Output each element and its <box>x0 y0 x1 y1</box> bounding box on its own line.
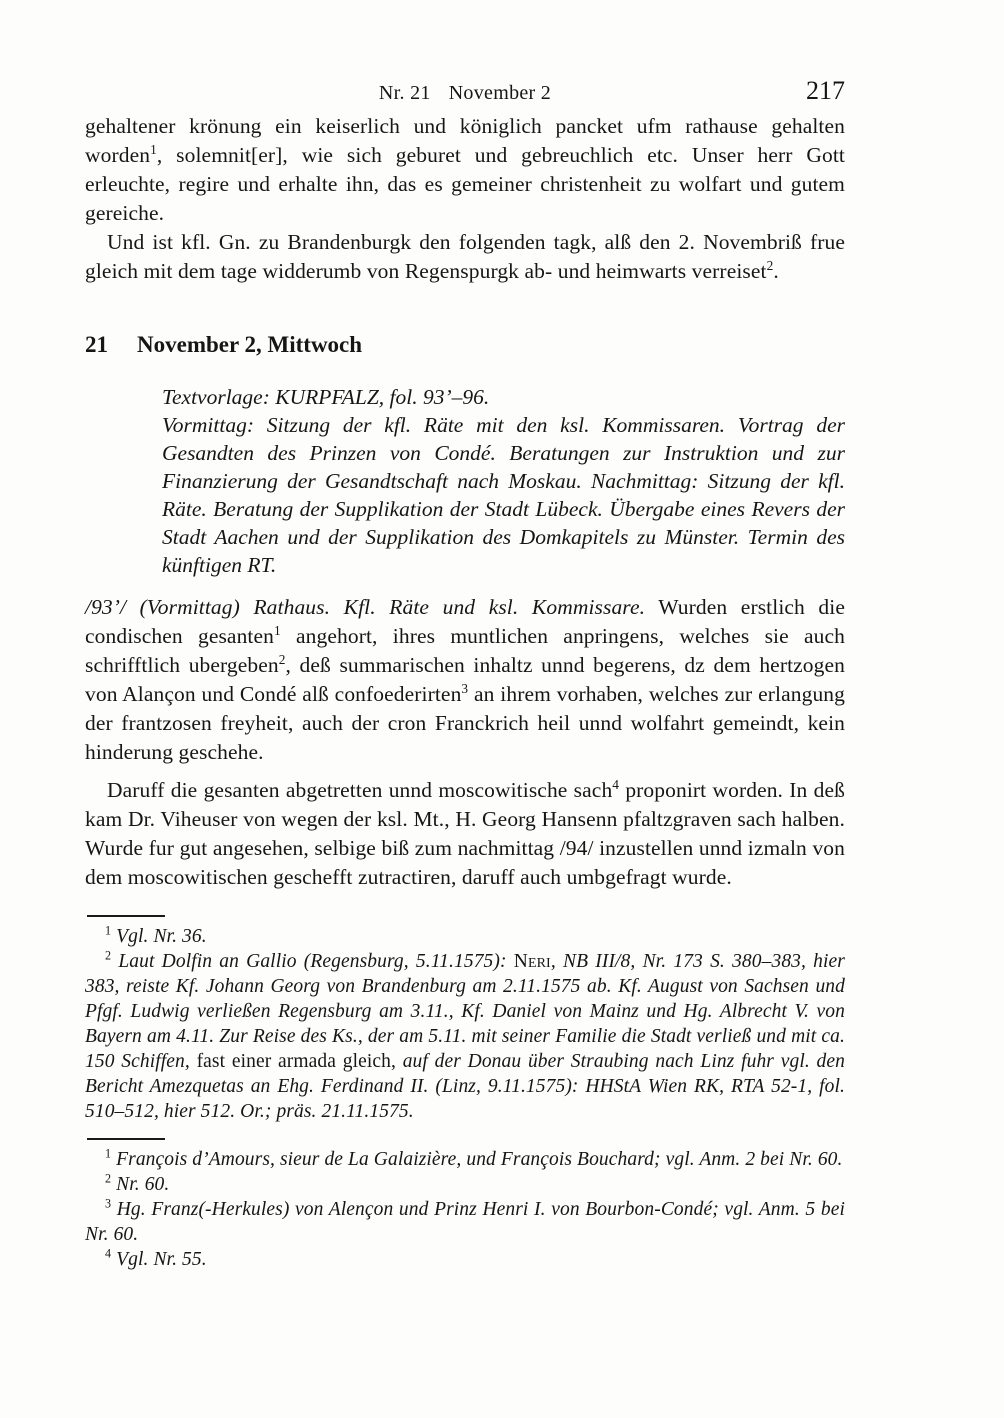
footnote-text: Nr. 60. <box>111 1174 170 1195</box>
paragraph-session-morning: /93’/ (Vormittag) Rathaus. Kfl. Räte und ksl. Kommissare. Wurden erstlich die condischen gesanten$^1$ angehort, ihres muntlichen anpringens, welches sie auch schrifftlich ubergeben$^2$, deß summarischen inhaltz unnd begerens, dz dem hertzogen von Alançon und Condé alß confoederirten$^3$ an ihrem vorhaben, welches zur erlangung der frantzosen freyheit, auch der cron Franckrich heil unnd wolfahrt gemeindt, kein hinderung geschehe. <box>85 595 846 764</box>
footnote-marker: 1 <box>105 923 112 938</box>
page-number: 217 <box>806 76 845 105</box>
running-head-center <box>85 82 845 105</box>
footnote <box>85 949 845 1124</box>
running-head <box>85 76 845 112</box>
entry-title: November 2, Mittwoch <box>137 332 363 357</box>
running-head-date: November 2 <box>448 82 552 104</box>
footnote <box>85 924 845 949</box>
running-head-entry-number: Nr. 21 <box>378 82 431 104</box>
footnote-text: Laut Dolfin an Gallio (Regensburg, 5.11.1575): Neri, NB III/8, Nr. 173 S. 380–383, hier 383, reiste Kf. Johann Georg von Brandenburg am 2.11.1575 ab. Kf. August von Sachsen und Pfgf. Ludwig verließen Regensburg am 3.11., Kf. Daniel von Mainz und Hg. Albrecht V. von Bayern am 4.11. Zur Reise des Ks., der am 5.11. mit seiner Familie die Stadt verließ und mit ca. 150 Schiffen, fast einer armada gleich, auf der Donau über Straubing nach Linz fuhr vgl. den Bericht Amezquetas an Ehg. Ferdinand II. (Linz, 9.11.1575): HHStA Wien RK, RTA 52-1, fol. 510–512, hier 512. Or.; präs. 21.11.1575. <box>85 951 845 1122</box>
footnote-block-b <box>85 1138 845 1272</box>
footnote <box>85 1247 845 1272</box>
footnote-rule <box>87 915 165 917</box>
entry-heading <box>85 330 845 360</box>
summary-paragraph: Vormittag: Sitzung der kfl. Räte mit den ksl. Kommissaren. Vortrag der Gesandten des Prinzen von Condé. Beratungen zur Instruktion und zur Finanzierung der Gesandtschaft nach Moskau. Nachmittag: Sitzung der kfl. Räte. Beratung der Supplikation der Stadt Lübeck. Übergabe eines Revers der Stadt Aachen und der Supplikation des Domkapitels zu Münster. Termin des künftigen RT. <box>162 413 845 577</box>
paragraph-departure: Und ist kfl. Gn. zu Brandenburgk den folgenden tagk, alß den 2. Novembriß frue gleich mit dem tage widderumb von Regenspurgk ab- und heimwarts verreiset$^2$. <box>85 230 845 283</box>
footnote-text: François d’Amours, sieur de La Galaizière, und François Bouchard; vgl. Anm. 2 bei Nr. 60. <box>111 1149 843 1170</box>
footnote-marker: 4 <box>105 1246 112 1261</box>
footnote-marker: 2 <box>105 948 112 963</box>
footnote-block-a <box>85 915 845 1124</box>
footnote <box>85 1172 845 1197</box>
footnote-marker: 3 <box>105 1196 112 1211</box>
footnote-rule <box>87 1138 165 1140</box>
footnote-text: Hg. Franz(-Herkules) von Alençon und Prinz Henri I. von Bourbon-Condé; vgl. Anm. 5 bei Nr. 60. <box>85 1199 845 1245</box>
source-line: Textvorlage: KURPFALZ, fol. 93’–96. <box>162 385 490 409</box>
text-block <box>85 76 846 1272</box>
footnote-marker: 1 <box>105 1146 112 1161</box>
paragraph-session-follow-up: Daruff die gesanten abgetretten unnd moscowitische sach$^4$ proponirt worden. In deß kam Dr. Viheuser von wegen der ksl. Mt., H. Georg Hansenn pfaltzgraven sach halben. Wurde fur gut angesehen, selbige biß zum nachmittag /94/ inzustellen unnd izmaln von dem moscowitischen geschefft zutractiren, daruff auch umbgefragt wurde. <box>85 776 845 889</box>
footnote-text: Vgl. Nr. 36. <box>111 926 207 947</box>
footnote <box>85 1147 845 1172</box>
footnote-text: Vgl. Nr. 55. <box>111 1249 207 1270</box>
footnote <box>85 1197 845 1247</box>
paragraph-continuation: gehaltener krönung ein keiserlich und königlich pancket ufm rathause gehalten worden$^1$, solemnit[er], wie sich geburet und gebreuchlich etc. Unser herr Gott erleuchte, regire und erhalte ihn, das es gemeiner christenheit zu wolfart und gutem gereiche. <box>85 114 845 225</box>
footnote-marker: 2 <box>105 1171 112 1186</box>
entry-number: 21 <box>85 332 108 357</box>
